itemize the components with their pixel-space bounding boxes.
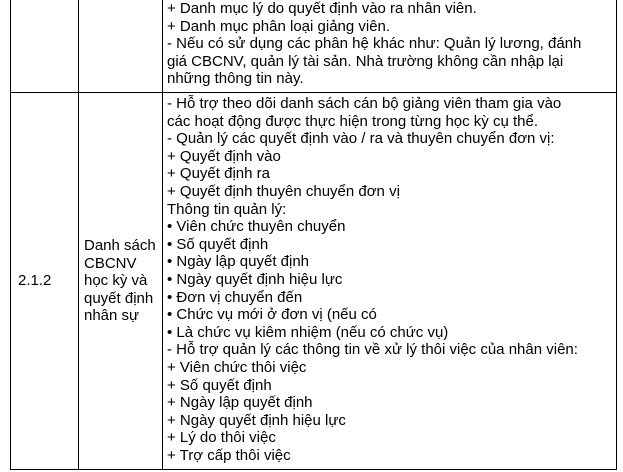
description-line: - Quản lý các quyết định vào / ra và thuyên chuyển đơn vị: (167, 130, 555, 148)
row-number-cell (11, 93, 79, 470)
description-line: Thông tin quản lý: (167, 200, 287, 218)
description-line: - Hỗ trợ theo dõi danh sách cán bộ giảng viên tham gia vào (167, 95, 562, 112)
description-line: - Nếu có sử dụng các phân hệ khác như: Quản lý lương, đánh (167, 35, 582, 53)
description-line: giá CBCNV, quản lý tài sản. Nhà trường không cần nhập lại (167, 52, 564, 70)
description-line: + Lý do thôi việc (167, 429, 276, 447)
row-number: 2.1.2 (18, 272, 52, 290)
description-line: + Số quyết định (167, 376, 272, 394)
row-name-cell (79, 0, 163, 93)
row-number-cell (11, 0, 79, 93)
row-name-cell (79, 93, 163, 470)
row-number (11, 37, 18, 54)
row-description-cell (163, 93, 617, 470)
description-line: • Ngày lập quyết định (167, 253, 310, 271)
description-line: • Viên chức thuyên chuyển (167, 218, 346, 236)
table-row (11, 0, 617, 93)
description-line: + Viên chức thôi việc (167, 358, 307, 376)
description-line: những thông tin này. (167, 70, 304, 88)
description-line: • Ngày quyết định hiệu lực (167, 270, 343, 288)
description-line: + Quyết định vào (167, 147, 281, 165)
description-line: + Quyết định thuyên chuyển đơn vị (167, 182, 400, 200)
description-line: - Hỗ trợ quản lý các thông tin về xử lý thôi việc của nhân viên: (167, 341, 578, 359)
row-name: Danh sách CBCNV học kỳ và quyết định nhân sự (84, 237, 156, 325)
description-line: • Số quyết định (167, 235, 269, 253)
description-line: + Ngày lập quyết định (167, 394, 313, 412)
row-description-cell (163, 0, 617, 93)
description-line: + Trợ cấp thôi việc (167, 446, 291, 464)
description-line: các hoạt động được thực hiện trong từng học kỳ cụ thể. (167, 112, 539, 130)
description-line: + Danh mục phân loại giảng viên. (167, 17, 391, 35)
description-line: + Danh mục lý do quyết định vào ra nhân viên. (167, 0, 477, 17)
description-lines (163, 93, 616, 464)
table-row (11, 93, 617, 470)
description-lines (163, 0, 616, 88)
description-line: + Quyết định ra (167, 165, 270, 183)
description-line: • Chức vụ mới ở đơn vị (nếu có (167, 306, 377, 324)
description-line: + Ngày quyết định hiệu lực (167, 411, 346, 429)
requirements-table (10, 0, 617, 470)
description-line: • Đơn vị chuyển đến (167, 288, 303, 306)
description-line: • Là chức vụ kiêm nhiệm (nếu có chức vụ) (167, 323, 449, 341)
